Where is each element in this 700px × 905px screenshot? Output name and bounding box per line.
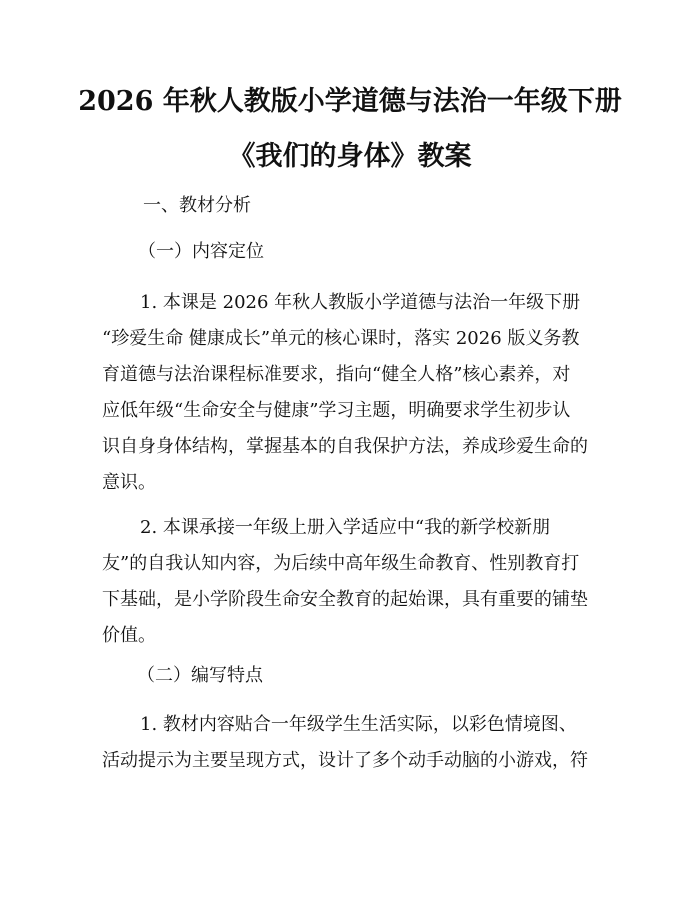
paragraph-2-line-1: 2. 本课承接一年级上册入学适应中“我的新学校新朋 (140, 517, 551, 538)
paragraph-2 (102, 510, 602, 654)
paragraph-1-line-6: 意识。 (102, 472, 156, 493)
paragraph-2-line-2: 友”的自我认知内容，为后续中高年级生命教育、性别教育打 (102, 553, 580, 574)
paragraph-1-line-1: 1. 本课是 2026 年秋人教版小学道德与法治一年级下册 (140, 292, 581, 313)
subsection-heading-content-positioning: （一）内容定位 (138, 241, 264, 262)
section-heading-textbook-analysis: 一、教材分析 (143, 195, 251, 216)
paragraph-1-line-4: 应低年级“生命安全与健康”学习主题，明确要求学生初步认 (102, 400, 571, 421)
paragraph-2-line-3: 下基础，是小学阶段生命安全教育的起始课，具有重要的铺垫 (102, 589, 588, 610)
paragraph-3-line-2: 活动提示为主要呈现方式，设计了多个动手动脑的小游戏，符 (102, 750, 588, 771)
paragraph-1-line-2: “珍爱生命 健康成长”单元的核心课时，落实 2026 版义务教 (102, 328, 580, 349)
paragraph-3 (102, 707, 602, 779)
document-title-line-2: 《我们的身体》教案 (228, 141, 472, 172)
paragraph-1-line-5: 识自身身体结构，掌握基本的自我保护方法，养成珍爱生命的 (102, 436, 588, 457)
document-title-line-1: 2026 年秋人教版小学道德与法治一年级下册 (78, 86, 622, 117)
subsection-heading-writing-features: （二）编写特点 (137, 665, 263, 686)
paragraph-1 (102, 285, 602, 501)
paragraph-3-line-1: 1. 教材内容贴合一年级学生生活实际，以彩色情境图、 (140, 714, 577, 735)
paragraph-1-line-3: 育道德与法治课程标准要求，指向“健全人格”核心素养，对 (102, 364, 571, 385)
paragraph-2-line-4: 价值。 (102, 625, 156, 646)
